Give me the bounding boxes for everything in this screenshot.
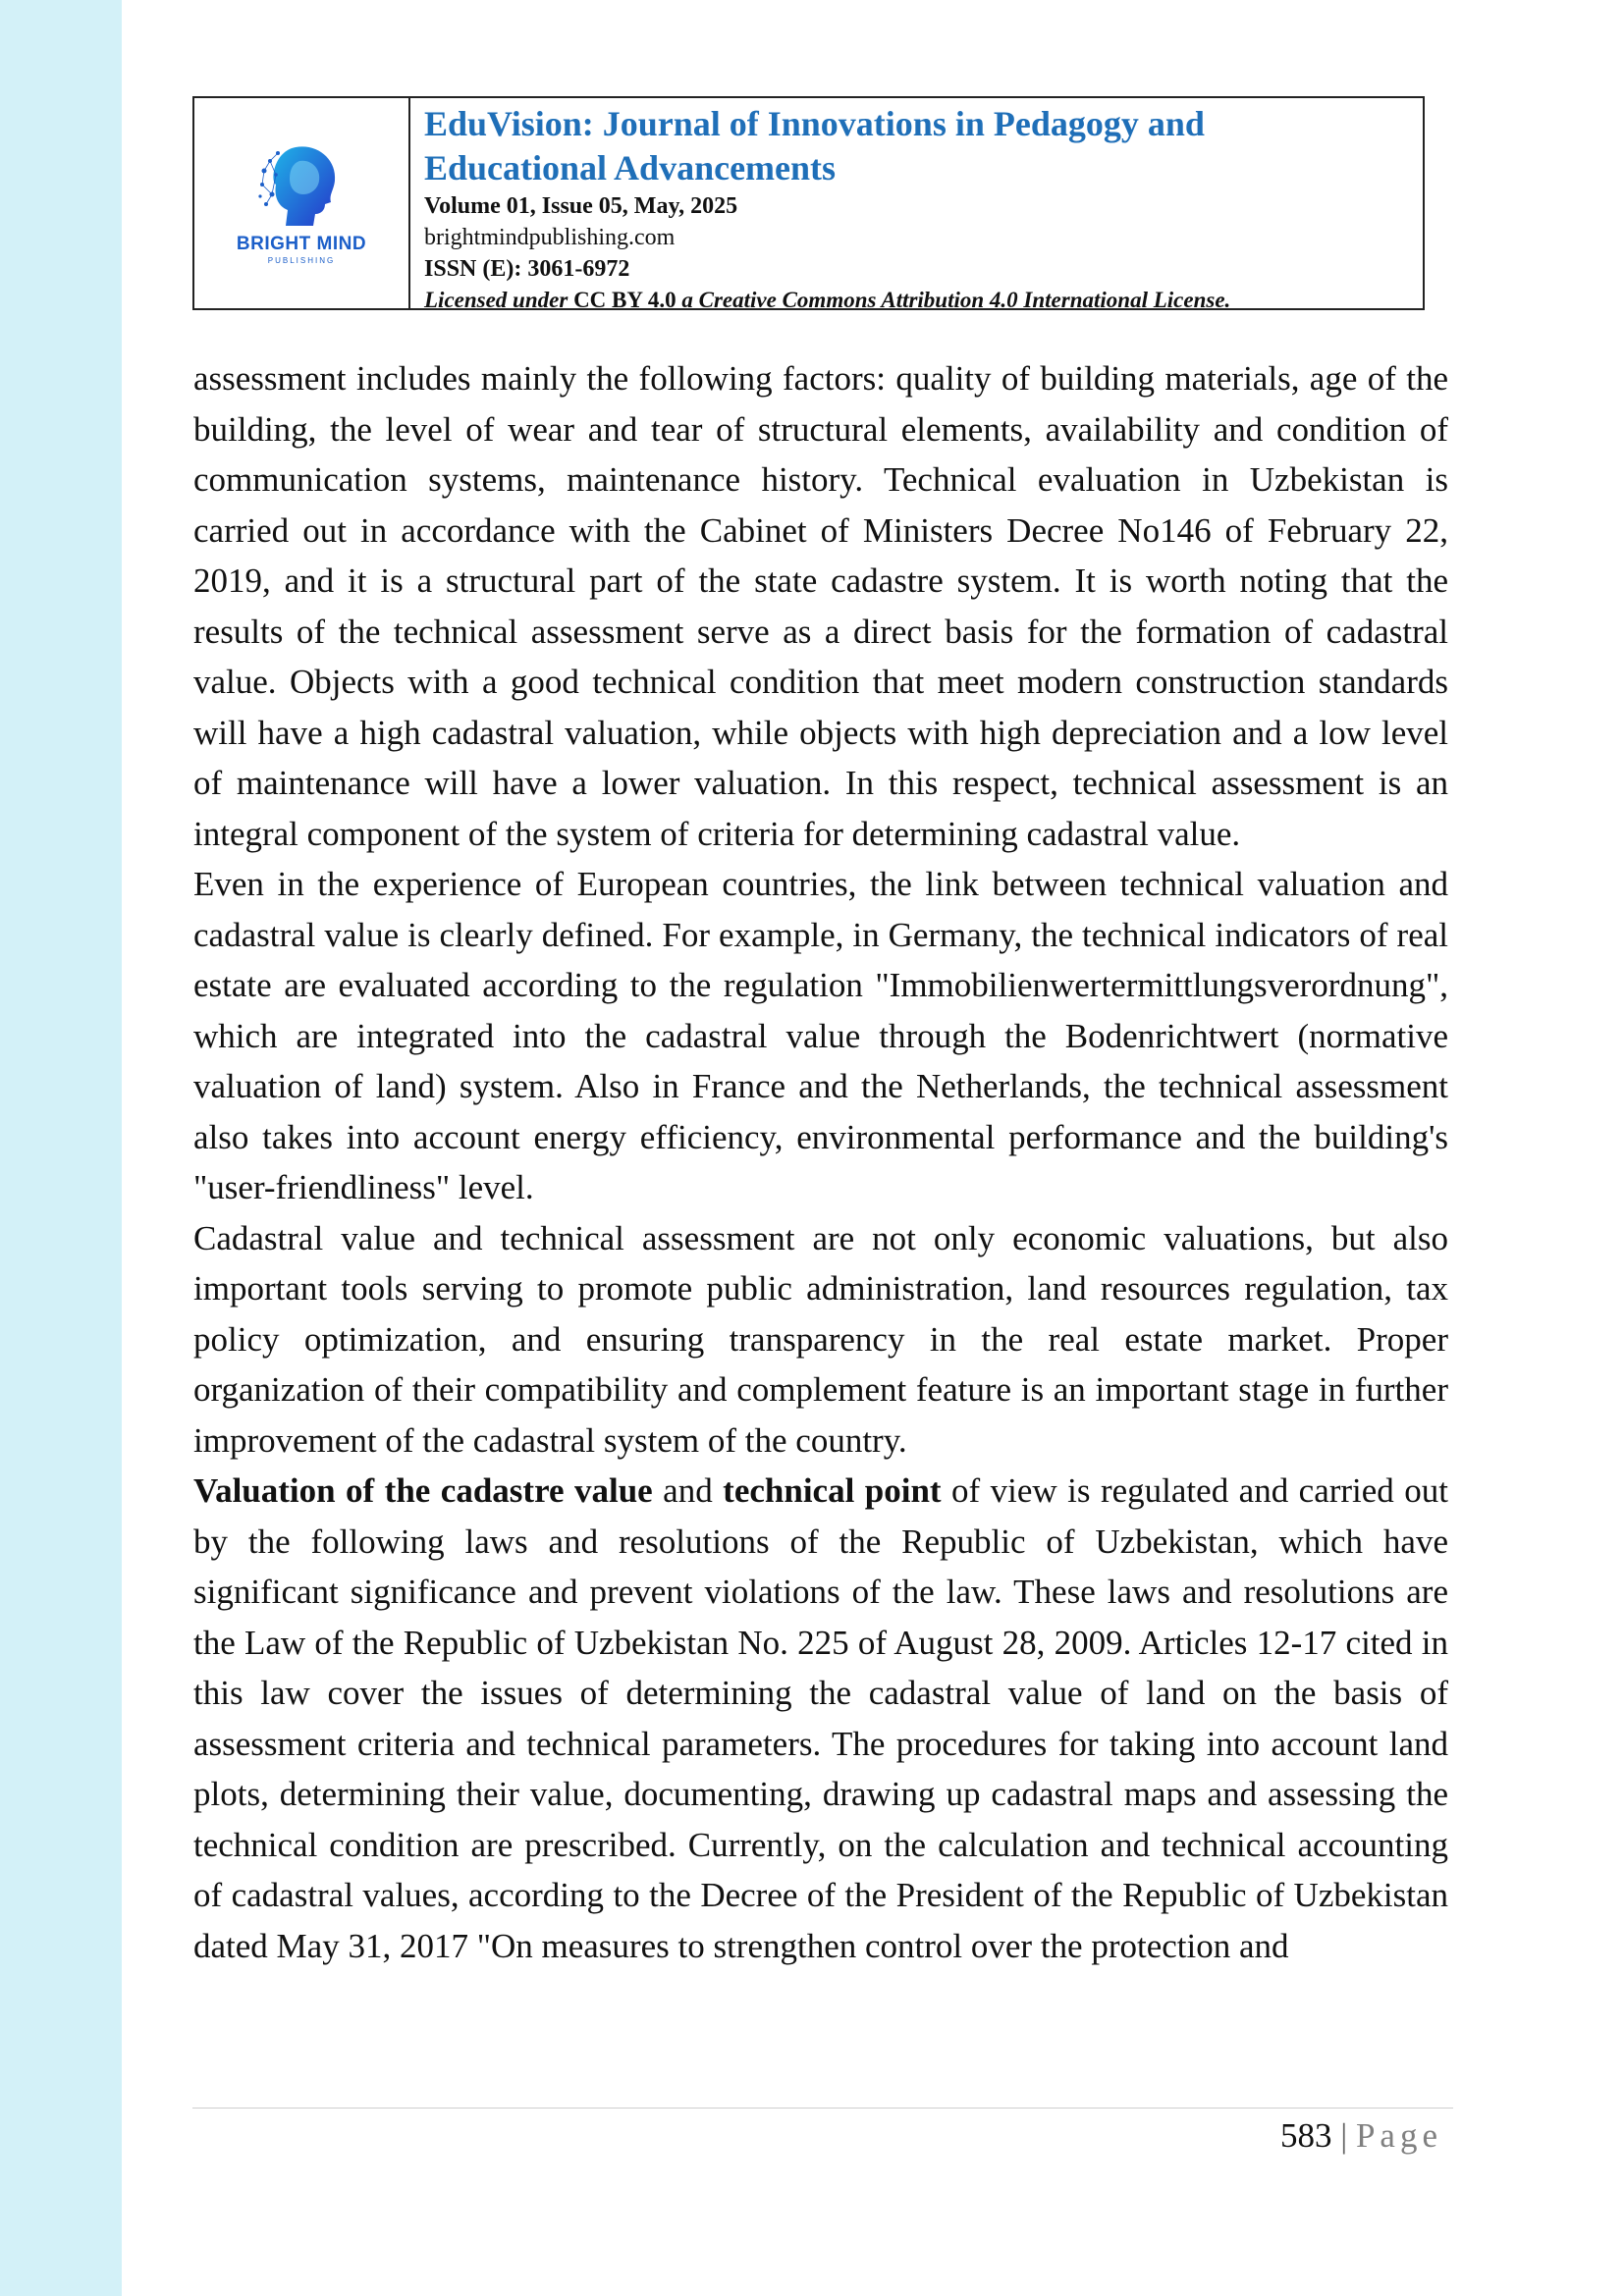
journal-title-line1: EduVision: Journal of Innovations in Pedagogy and (424, 104, 1205, 143)
head-silhouette-icon (256, 141, 347, 230)
footer-divider (192, 2108, 1453, 2109)
publisher-logo (194, 98, 410, 308)
license-statement (424, 285, 1230, 316)
logo-name: BRIGHT MIND (236, 234, 367, 254)
journal-website: brightmindpublishing.com (424, 225, 676, 250)
volume-issue: Volume 01, Issue 05, May, 2025 (424, 193, 738, 219)
conjunction: and (652, 1471, 724, 1510)
paragraph-european-experience: Even in the experience of European countries, the link between technical valuation and cadastral value is clearly defined. For example, in Germany, the technical indicators of real estate are evaluated according to the regulation "Immobilienwertermittlungsverordnung", which are integrated into the cadastral value through the Bodenrichtwert (normative valuation of land) system. Also in France and the Netherlands, the technical assessment also takes into account energy efficiency, environmental performance and the building's "user-friendliness" level. (193, 865, 1448, 1206)
bold-term-technical-point: technical point (723, 1471, 942, 1510)
page-number: 583 (1279, 2116, 1332, 2155)
page-label: Page (1355, 2116, 1442, 2155)
bold-term-cadastre-value: Valuation of the cadastre value (193, 1471, 653, 1510)
paragraph-legal-regulation (193, 1466, 1448, 1971)
legal-regulation-text: of view is regulated and carried out by the following laws and resolutions of the Republic of Uzbekistan, which have significant significance and prevent violations of the law. These laws and resolutions are the Law of the Republic of Uzbekistan No. 225 of August 28, 2009. Articles 12-17 cited in this law cover the issues of determining the cadastral value of land on the basis of assessment criteria and technical parameters. The procedures for taking into account land plots, determining their value, documenting, drawing up cadastral maps and assessing the technical condition are prescribed. Currently, on the calculation and technical accounting of cadastral values, according to the Decree of the President of the Republic of Uzbekistan dated May 31, 2017 "On measures to strengthen control over the protection and (193, 1471, 1448, 1965)
journal-title-line2: Educational Advancements (424, 148, 837, 187)
paragraph-cadastral-value-role: Cadastral value and technical assessment are not only economic valuations, but also important tools serving to promote public administration, land resources regulation, tax policy optimization, and ensuring transparency in the real estate market. Proper organization of their compatibility and complement feature is an important stage in further improvement of the cadastral system of the country. (193, 1218, 1448, 1460)
page-footer (1280, 2114, 1442, 2158)
page-separator: | (1340, 2116, 1348, 2155)
paragraph-technical-assessment: assessment includes mainly the following factors: quality of building materials, age of the building, the level of wear and tear of structural elements, availability and condition of communication systems, maintenance history. Technical evaluation in Uzbekistan is carried out in accordance with the Cabinet of Ministers Decree No146 of February 22, 2019, and it is a structural part of the state cadastre system. It is worth noting that the results of the technical assessment serve as a direct basis for the formation of cadastral value. Objects with a good technical condition that meet modern construction standards will have a high cadastral valuation, while objects with high depreciation and a low level of maintenance will have a lower valuation. In this respect, technical assessment is an integral component of the system of criteria for determining cadastral value. (193, 359, 1448, 853)
license-cc: CC BY 4.0 (573, 288, 677, 312)
license-suffix: a Creative Commons Attribution 4.0 International License. (681, 288, 1231, 312)
article-body (193, 353, 1448, 1971)
journal-header (192, 96, 1425, 310)
journal-info (410, 98, 1231, 312)
logo-subtitle: PUBLISHING (267, 256, 336, 265)
left-decorative-strip (0, 0, 122, 2296)
license-prefix: Licensed under (424, 288, 568, 312)
issn: ISSN (E): 3061-6972 (424, 256, 630, 282)
